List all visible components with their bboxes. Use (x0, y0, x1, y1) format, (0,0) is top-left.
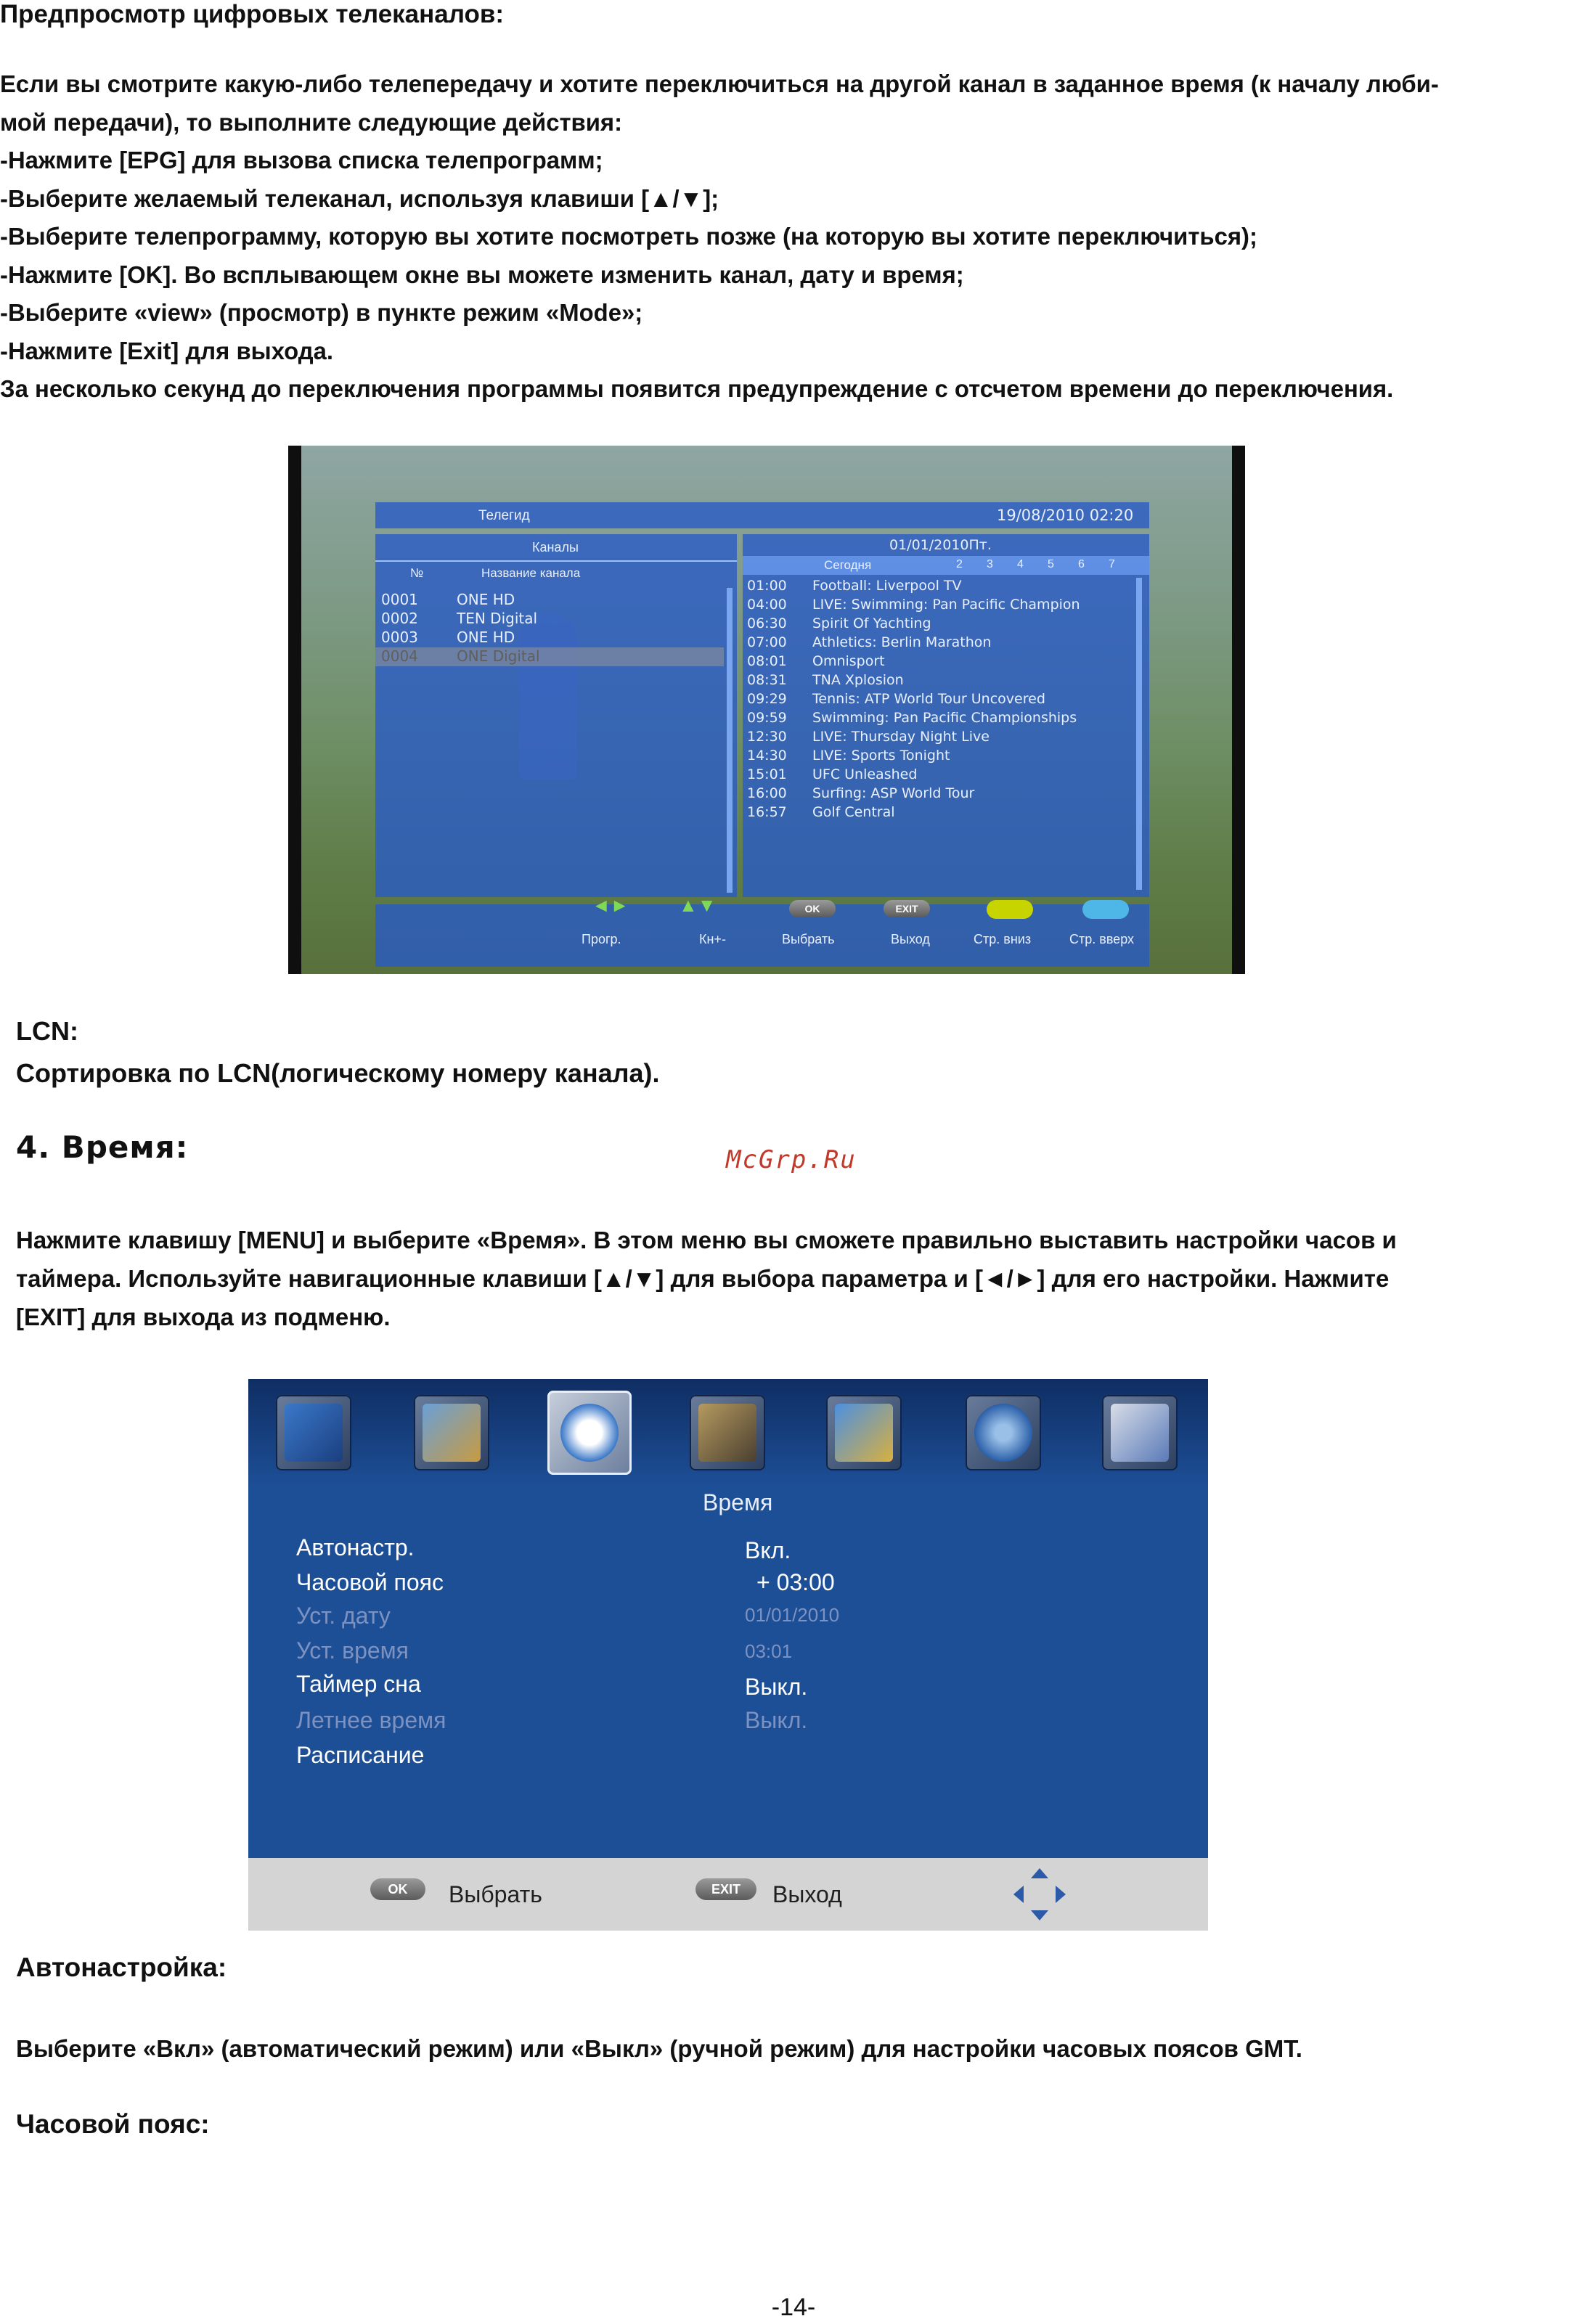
ok-key-icon: OK (789, 900, 836, 917)
program-time[interactable]: 15:01 (747, 766, 787, 782)
footer-exit: Выход (772, 1881, 842, 1907)
col-no: № (410, 566, 424, 580)
program-title[interactable]: Tennis: ATP World Tour Uncovered (812, 691, 1045, 707)
hint-page-up: Стр. вверх (1069, 932, 1134, 946)
intro-line: -Нажмите [Exit] для выхода. (0, 337, 334, 364)
hint-exit: Выход (891, 932, 930, 946)
program-title[interactable]: Golf Central (812, 804, 895, 820)
system-icon[interactable] (966, 1395, 1041, 1470)
auto-heading: Автонастройка: (16, 1952, 227, 1982)
intro-line: -Нажмите [EPG] для вызова списка телепрограмм; (0, 147, 603, 173)
intro-line: За несколько секунд до переключения программы появится предупреждение с отсчетом времени до переключения. (0, 375, 1394, 402)
timezone-heading: Часовой пояс: (16, 2109, 210, 2139)
program-time[interactable]: 09:59 (747, 710, 787, 726)
program-time[interactable]: 08:01 (747, 653, 787, 669)
program-title[interactable]: LIVE: Swimming: Pan Pacific Champion (812, 597, 1080, 613)
setting-label-timezone[interactable]: Часовой пояс (296, 1569, 444, 1595)
program-time[interactable]: 14:30 (747, 748, 787, 764)
program-time[interactable]: 01:00 (747, 578, 787, 594)
footer-select: Выбрать (449, 1881, 542, 1907)
auto-text: Выберите «Вкл» (автоматический режим) или «Выкл» (ручной режим) для настройки часовых поясов GMT. (16, 2035, 1302, 2062)
program-title[interactable]: LIVE: Sports Tonight (812, 748, 950, 764)
intro-line: -Выберите «view» (просмотр) в пункте режим «Mode»; (0, 299, 643, 326)
hint-channel: Кн+- (699, 932, 726, 946)
intro-line: мой передачи), то выполните следующие действия: (0, 108, 623, 136)
channel-no[interactable]: 0003 (381, 629, 418, 646)
setting-value-dst: Выкл. (745, 1707, 808, 1733)
day-tab[interactable]: 2 (956, 558, 963, 570)
program-title[interactable]: Swimming: Pan Pacific Championships (812, 710, 1077, 726)
tv-list-icon[interactable] (276, 1395, 351, 1470)
time-heading: 4. Время: (16, 1129, 189, 1165)
clock-icon[interactable] (547, 1391, 632, 1475)
media-icon[interactable] (1102, 1395, 1178, 1470)
channel-highlight (375, 647, 724, 666)
time-menu-screenshot (248, 1379, 1208, 1931)
lcn-heading: LCN: (16, 1016, 78, 1046)
hint-page-down: Стр. вниз (974, 932, 1032, 946)
program-title[interactable]: Athletics: Berlin Marathon (812, 634, 992, 650)
setting-label-date: Уст. дату (296, 1603, 391, 1629)
day-tabs-bar (743, 556, 1149, 575)
watermark: McGrp.Ru (726, 1145, 857, 1174)
lcn-text: Сортировка по LCN(логическому номеру канала). (16, 1058, 660, 1088)
channels-title: Каналы (532, 540, 579, 555)
program-time[interactable]: 16:00 (747, 785, 787, 801)
program-title[interactable]: Football: Liverpool TV (812, 578, 962, 594)
settings-icon[interactable] (826, 1395, 902, 1470)
program-scrollbar[interactable] (1136, 578, 1142, 890)
time-instruction-line: таймера. Используйте навигационные клавиши [▲/▼] для выбора параметра и [◄/►] для его настройки. Нажмите (16, 1265, 1390, 1292)
exit-key-icon: EXIT (695, 1878, 756, 1900)
channel-name[interactable]: ONE HD (457, 629, 515, 646)
setting-value-date: 01/01/2010 (745, 1604, 840, 1626)
blue-key-icon (1082, 900, 1129, 919)
setting-label-dst: Летнее время (296, 1707, 446, 1733)
program-time[interactable]: 12:30 (747, 729, 787, 745)
exit-key-icon: EXIT (884, 900, 930, 917)
program-title[interactable]: UFC Unleashed (812, 766, 918, 782)
up-down-arrows-icon: ▲▼ (679, 894, 717, 916)
time-instruction-line: [EXIT] для выхода из подменю. (16, 1304, 391, 1330)
hint-prog: Прогр. (582, 932, 621, 946)
day-tab[interactable]: 4 (1017, 558, 1024, 570)
day-tab-today[interactable]: Сегодня (824, 558, 872, 572)
program-date: 01/01/2010Пт. (889, 537, 992, 553)
channel-name[interactable]: ONE Digital (457, 647, 540, 665)
picture-icon[interactable] (414, 1395, 489, 1470)
program-title[interactable]: LIVE: Thursday Night Live (812, 729, 990, 745)
epg-screenshot (288, 446, 1245, 974)
menu-title: Время (703, 1489, 773, 1515)
navigation-pad-icon (1011, 1865, 1069, 1923)
channel-no[interactable]: 0001 (381, 591, 418, 608)
channel-panel (375, 534, 737, 897)
epg-footer (375, 904, 1149, 967)
setting-value-sleep[interactable]: Выкл. (745, 1674, 808, 1700)
program-time[interactable]: 06:30 (747, 615, 787, 631)
channel-icon[interactable] (690, 1395, 765, 1470)
program-time[interactable]: 16:57 (747, 804, 787, 820)
intro-line: -Выберите телепрограмму, которую вы хотите посмотреть позже (на которую вы хотите переключиться); (0, 223, 1257, 250)
hint-select: Выбрать (782, 932, 835, 946)
time-instruction-line: Нажмите клавишу [MENU] и выберите «Время». В этом меню вы сможете правильно выставить настройки часов и (16, 1227, 1397, 1253)
green-key-icon (987, 900, 1033, 919)
setting-label-auto[interactable]: Автонастр. (296, 1534, 415, 1560)
page-title: Предпросмотр цифровых телеканалов: (0, 0, 505, 28)
day-tab[interactable]: 7 (1109, 558, 1115, 570)
program-title[interactable]: Spirit Of Yachting (812, 615, 931, 631)
intro-paragraph (0, 65, 1587, 409)
day-tab[interactable]: 6 (1078, 558, 1085, 570)
intro-line: -Выберите желаемый телеканал, используя клавиши [▲/▼]; (0, 184, 719, 212)
program-title[interactable]: TNA Xplosion (812, 672, 904, 688)
channel-name[interactable]: TEN Digital (457, 610, 538, 627)
setting-value-time: 03:01 (745, 1640, 793, 1662)
channel-scrollbar[interactable] (727, 588, 733, 893)
col-name: Название канала (481, 566, 581, 580)
channel-name[interactable]: ONE HD (457, 591, 515, 608)
setting-label-sleep[interactable]: Таймер сна (296, 1671, 421, 1697)
epg-header-title: Телегид (478, 508, 530, 523)
intro-line: Если вы смотрите какую-либо телепередачу и хотите переключиться на другой канал в заданное время (к началу люби- (0, 70, 1439, 97)
setting-label-time: Уст. время (296, 1637, 409, 1664)
setting-value-timezone[interactable]: + 03:00 (756, 1569, 835, 1595)
program-time[interactable]: 08:31 (747, 672, 787, 688)
channel-no[interactable]: 0002 (381, 610, 418, 627)
channel-no[interactable]: 0004 (381, 647, 418, 665)
ok-key-icon: OK (370, 1878, 425, 1900)
program-time[interactable]: 09:29 (747, 691, 787, 707)
setting-label-schedule[interactable]: Расписание (296, 1742, 425, 1768)
program-time[interactable]: 04:00 (747, 597, 787, 613)
program-title[interactable]: Surfing: ASP World Tour (812, 785, 975, 801)
program-title[interactable]: Omnisport (812, 653, 885, 669)
program-time[interactable]: 07:00 (747, 634, 787, 650)
epg-datetime: 19/08/2010 02:20 (997, 507, 1134, 524)
day-tab[interactable]: 3 (987, 558, 993, 570)
divider (375, 560, 737, 562)
day-tab[interactable]: 5 (1048, 558, 1054, 570)
left-right-arrows-icon: ◄► (592, 894, 629, 916)
intro-line: -Нажмите [OK]. Во всплывающем окне вы можете изменить канал, дату и время; (0, 261, 964, 288)
page-number: -14- (771, 2294, 816, 2321)
setting-value-auto[interactable]: Вкл. (745, 1537, 791, 1563)
